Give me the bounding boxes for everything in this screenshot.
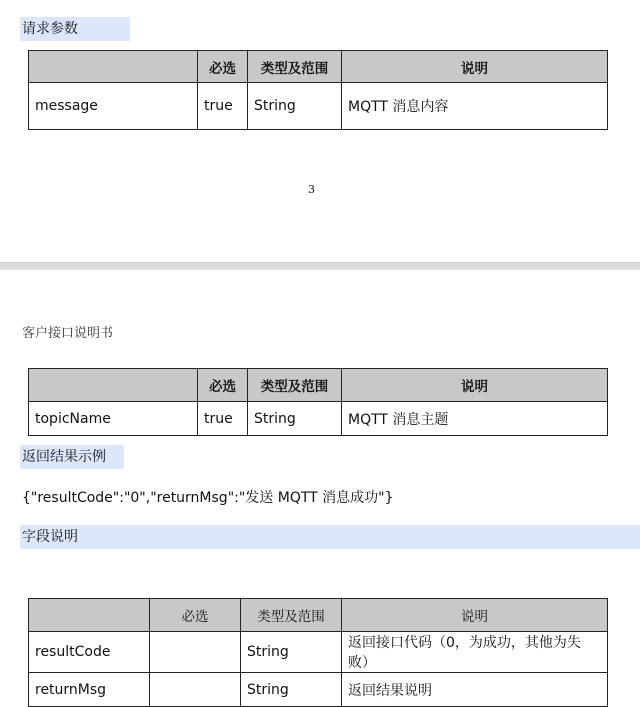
cell-description: 返回结果说明 — [342, 673, 608, 707]
header-name — [29, 51, 198, 83]
cell-name: resultCode — [29, 632, 150, 673]
cell-description: MQTT 消息主题 — [342, 402, 608, 436]
header-required: 必选 — [198, 51, 248, 83]
header-description: 说明 — [342, 599, 608, 632]
cell-type: String — [248, 402, 342, 436]
header-type: 类型及范围 — [248, 51, 342, 83]
table-header-row — [29, 369, 608, 402]
header-required: 必选 — [198, 369, 248, 402]
cell-type: String — [241, 632, 342, 673]
cell-required — [150, 632, 241, 673]
request-params-table-continued — [28, 368, 608, 436]
table-header-row — [29, 51, 608, 83]
cell-description: 返回接口代码（0，为成功，其他为失败） — [342, 632, 608, 673]
header-name — [29, 599, 150, 632]
cell-required: true — [198, 83, 248, 130]
cell-type: String — [248, 83, 342, 130]
table-row — [29, 632, 608, 673]
section-title-return-example: 返回结果示例 — [20, 445, 124, 469]
table-row — [29, 673, 608, 707]
cell-name: topicName — [29, 402, 198, 436]
return-example-json: {"resultCode":"0","returnMsg":"发送 MQTT 消息成功"} — [22, 490, 394, 506]
cell-required — [150, 673, 241, 707]
cell-name: message — [29, 83, 198, 130]
table-row — [29, 83, 608, 130]
running-header: 客户接口说明书 — [22, 326, 114, 341]
table-header-row — [29, 599, 608, 632]
header-required: 必选 — [150, 599, 241, 632]
request-params-table — [28, 50, 608, 130]
table-row — [29, 402, 608, 436]
field-description-table — [28, 598, 608, 707]
header-name — [29, 369, 198, 402]
header-type: 类型及范围 — [248, 369, 342, 402]
section-title-field-description: 字段说明 — [20, 525, 640, 549]
header-description: 说明 — [342, 51, 608, 83]
cell-description: MQTT 消息内容 — [342, 83, 608, 130]
cell-required: true — [198, 402, 248, 436]
header-type: 类型及范围 — [241, 599, 342, 632]
cell-type: String — [241, 673, 342, 707]
cell-name: returnMsg — [29, 673, 150, 707]
section-title-request-params: 请求参数 — [20, 17, 130, 41]
page-number: 3 — [308, 183, 315, 196]
page-separator — [0, 262, 640, 270]
header-description: 说明 — [342, 369, 608, 402]
